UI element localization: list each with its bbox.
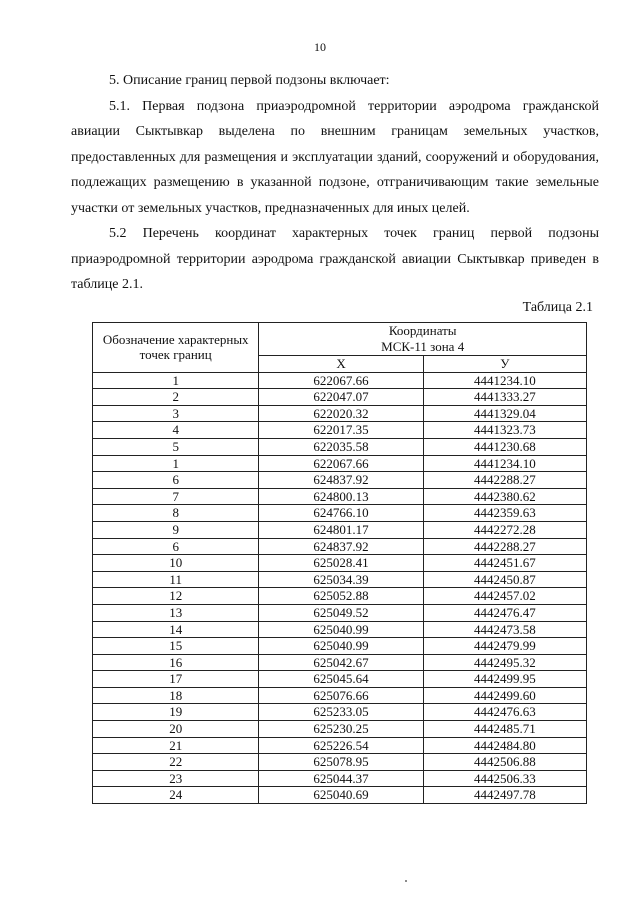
x-coordinate-cell: 625034.39 — [259, 571, 423, 588]
x-coordinate-cell: 622017.35 — [259, 422, 423, 439]
header-coordinates — [259, 323, 587, 356]
y-coordinate-cell: 4442506.88 — [423, 754, 586, 771]
y-coordinate-cell: 4442288.27 — [423, 472, 586, 489]
page-number: 10 — [314, 40, 326, 54]
table-row — [93, 555, 587, 572]
table-row — [93, 488, 587, 505]
point-number-cell: 9 — [93, 521, 259, 538]
header-y: У — [423, 356, 586, 373]
y-coordinate-cell: 4441234.10 — [423, 455, 586, 472]
paragraph-5-2: 5.2 Перечень координат характерных точек границ первой подзоны приаэродромной территории аэродрома гражданской авиации Сыктывкар приведен в таблице 2.1. — [71, 226, 599, 292]
y-coordinate-cell: 4442495.32 — [423, 654, 586, 671]
point-number-cell: 11 — [93, 571, 259, 588]
table-row — [93, 438, 587, 455]
y-coordinate-cell: 4442476.63 — [423, 704, 586, 721]
point-number-cell: 3 — [93, 405, 259, 422]
table-row — [93, 704, 587, 721]
y-coordinate-cell: 4441234.10 — [423, 372, 586, 389]
y-coordinate-cell: 4441230.68 — [423, 438, 586, 455]
header-designation: Обозначение характерных точек границ — [93, 323, 259, 373]
header-coordinate-system: МСК-11 зона 4 — [381, 339, 465, 354]
point-number-cell: 16 — [93, 654, 259, 671]
table-header-row — [93, 323, 587, 356]
body-text — [71, 68, 599, 298]
x-coordinate-cell: 625233.05 — [259, 704, 423, 721]
y-coordinate-cell: 4442450.87 — [423, 571, 586, 588]
x-coordinate-cell: 625042.67 — [259, 654, 423, 671]
x-coordinate-cell: 625049.52 — [259, 604, 423, 621]
x-coordinate-cell: 625040.99 — [259, 621, 423, 638]
x-coordinate-cell: 625040.99 — [259, 638, 423, 655]
point-number-cell: 15 — [93, 638, 259, 655]
y-coordinate-cell: 4442451.67 — [423, 555, 586, 572]
x-coordinate-cell: 625045.64 — [259, 671, 423, 688]
point-number-cell: 20 — [93, 721, 259, 738]
y-coordinate-cell: 4442380.62 — [423, 488, 586, 505]
y-coordinate-cell: 4442506.33 — [423, 770, 586, 787]
point-number-cell: 17 — [93, 671, 259, 688]
y-coordinate-cell: 4442457.02 — [423, 588, 586, 605]
x-coordinate-cell: 622067.66 — [259, 372, 423, 389]
x-coordinate-cell: 622035.58 — [259, 438, 423, 455]
section-heading: 5. Описание границ первой подзоны включает: — [109, 73, 390, 88]
scan-speck — [405, 880, 407, 882]
x-coordinate-cell: 625028.41 — [259, 555, 423, 572]
x-coordinate-cell: 624800.13 — [259, 488, 423, 505]
x-coordinate-cell: 622067.66 — [259, 455, 423, 472]
x-coordinate-cell: 625052.88 — [259, 588, 423, 605]
table-row — [93, 604, 587, 621]
x-coordinate-cell: 624837.92 — [259, 472, 423, 489]
x-coordinate-cell: 625078.95 — [259, 754, 423, 771]
table-caption: Таблица 2.1 — [522, 300, 593, 315]
table-row — [93, 455, 587, 472]
y-coordinate-cell: 4442476.47 — [423, 604, 586, 621]
y-coordinate-cell: 4442499.95 — [423, 671, 586, 688]
table-row — [93, 422, 587, 439]
y-coordinate-cell: 4442473.58 — [423, 621, 586, 638]
y-coordinate-cell: 4441329.04 — [423, 405, 586, 422]
table-row — [93, 472, 587, 489]
table-row — [93, 654, 587, 671]
table-row — [93, 571, 587, 588]
table-row — [93, 505, 587, 522]
y-coordinate-cell: 4441333.27 — [423, 389, 586, 406]
x-coordinate-cell: 624766.10 — [259, 505, 423, 522]
x-coordinate-cell: 625226.54 — [259, 737, 423, 754]
table-row — [93, 687, 587, 704]
paragraph-5-1: 5.1. Первая подзона приаэродромной территории аэродрома гражданской авиации Сыктывкар выделена по внешним границам земельных участков, предоставленных для размещения и эксплуатации зданий, сооружений и оборудования, подлежащих размещению в указанной подзоне, отграничивающим такие земельные участки от земельных участков, предназначенных для иных целей. — [71, 98, 599, 216]
x-coordinate-cell: 622020.32 — [259, 405, 423, 422]
x-coordinate-cell: 625044.37 — [259, 770, 423, 787]
table-row — [93, 638, 587, 655]
point-number-cell: 24 — [93, 787, 259, 804]
point-number-cell: 1 — [93, 372, 259, 389]
x-coordinate-cell: 624837.92 — [259, 538, 423, 555]
table-row — [93, 588, 587, 605]
y-coordinate-cell: 4441323.73 — [423, 422, 586, 439]
point-number-cell: 21 — [93, 737, 259, 754]
point-number-cell: 10 — [93, 555, 259, 572]
point-number-cell: 2 — [93, 389, 259, 406]
table-body — [93, 372, 587, 803]
y-coordinate-cell: 4442359.63 — [423, 505, 586, 522]
coordinates-table — [92, 322, 587, 804]
table-row — [93, 721, 587, 738]
point-number-cell: 23 — [93, 770, 259, 787]
point-number-cell: 5 — [93, 438, 259, 455]
point-number-cell: 14 — [93, 621, 259, 638]
x-coordinate-cell: 625230.25 — [259, 721, 423, 738]
x-coordinate-cell: 624801.17 — [259, 521, 423, 538]
point-number-cell: 4 — [93, 422, 259, 439]
table-row — [93, 405, 587, 422]
table-row — [93, 621, 587, 638]
table-row — [93, 787, 587, 804]
table-row — [93, 372, 587, 389]
y-coordinate-cell: 4442484.80 — [423, 737, 586, 754]
point-number-cell: 7 — [93, 488, 259, 505]
point-number-cell: 18 — [93, 687, 259, 704]
y-coordinate-cell: 4442479.99 — [423, 638, 586, 655]
y-coordinate-cell: 4442497.78 — [423, 787, 586, 804]
header-coordinates-title: Координаты — [388, 323, 457, 338]
table-row — [93, 389, 587, 406]
table-row — [93, 671, 587, 688]
table-row — [93, 538, 587, 555]
point-number-cell: 6 — [93, 538, 259, 555]
x-coordinate-cell: 622047.07 — [259, 389, 423, 406]
point-number-cell: 22 — [93, 754, 259, 771]
x-coordinate-cell: 625040.69 — [259, 787, 423, 804]
y-coordinate-cell: 4442288.27 — [423, 538, 586, 555]
y-coordinate-cell: 4442485.71 — [423, 721, 586, 738]
y-coordinate-cell: 4442272.28 — [423, 521, 586, 538]
table-row — [93, 521, 587, 538]
x-coordinate-cell: 625076.66 — [259, 687, 423, 704]
table-row — [93, 737, 587, 754]
table-row — [93, 770, 587, 787]
y-coordinate-cell: 4442499.60 — [423, 687, 586, 704]
point-number-cell: 8 — [93, 505, 259, 522]
point-number-cell: 19 — [93, 704, 259, 721]
point-number-cell: 12 — [93, 588, 259, 605]
point-number-cell: 13 — [93, 604, 259, 621]
header-x: Х — [259, 356, 423, 373]
table-row — [93, 754, 587, 771]
point-number-cell: 1 — [93, 455, 259, 472]
point-number-cell: 6 — [93, 472, 259, 489]
